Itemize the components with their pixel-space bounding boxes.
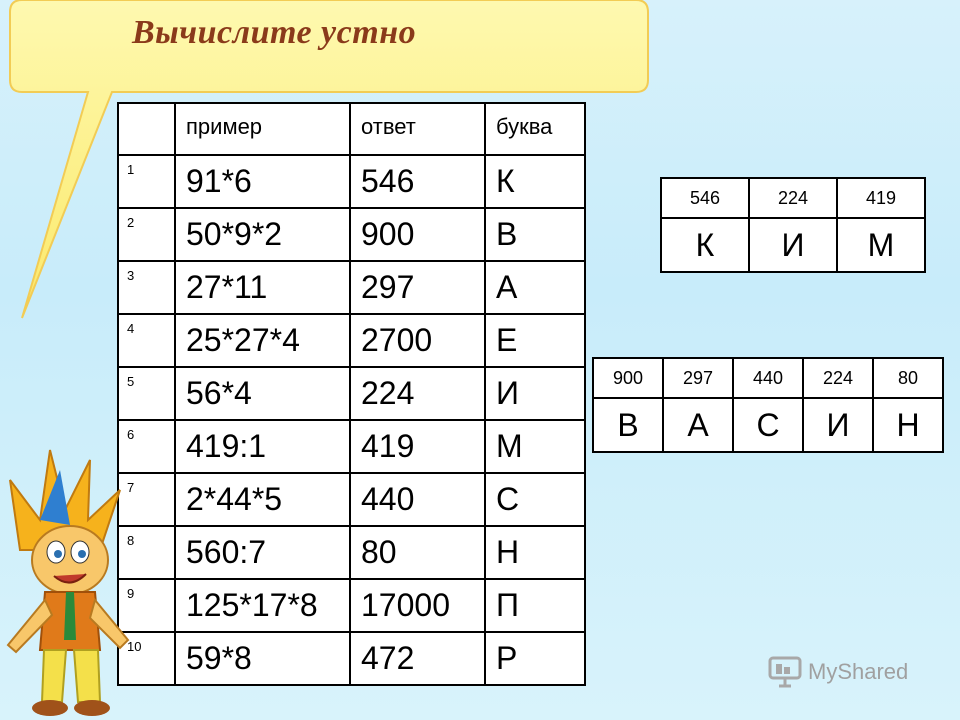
word-letter: А (663, 398, 733, 452)
row-number: 4 (118, 314, 175, 367)
row-answer: 472 (350, 632, 485, 685)
word-table-1 (660, 177, 926, 273)
table-row (118, 314, 585, 367)
row-example: 50*9*2 (175, 208, 350, 261)
row-letter: Е (485, 314, 585, 367)
row-example: 91*6 (175, 155, 350, 208)
row-example: 27*11 (175, 261, 350, 314)
header-letter: буква (485, 103, 585, 155)
word-number: 440 (733, 358, 803, 398)
table-row (118, 208, 585, 261)
header-answer: ответ (350, 103, 485, 155)
row-example: 560:7 (175, 526, 350, 579)
word-letter: М (837, 218, 925, 272)
table-row (118, 155, 585, 208)
word-letter: Н (873, 398, 943, 452)
word-letter: С (733, 398, 803, 452)
table-row (118, 473, 585, 526)
row-number: 9 (118, 579, 175, 632)
table-row (118, 526, 585, 579)
row-answer: 224 (350, 367, 485, 420)
table-row (118, 367, 585, 420)
row-number: 3 (118, 261, 175, 314)
row-answer: 419 (350, 420, 485, 473)
watermark (768, 656, 908, 688)
row-number: 8 (118, 526, 175, 579)
word-letter: И (749, 218, 837, 272)
row-letter: К (485, 155, 585, 208)
word-letters-row (661, 218, 925, 272)
table-row (118, 579, 585, 632)
row-example: 125*17*8 (175, 579, 350, 632)
word-number: 419 (837, 178, 925, 218)
row-letter: И (485, 367, 585, 420)
row-letter: В (485, 208, 585, 261)
row-letter: Н (485, 526, 585, 579)
cartoon-character-illustration (0, 440, 140, 720)
row-answer: 2700 (350, 314, 485, 367)
word-number: 546 (661, 178, 749, 218)
word-number: 224 (749, 178, 837, 218)
row-example: 2*44*5 (175, 473, 350, 526)
word-number: 80 (873, 358, 943, 398)
row-number: 5 (118, 367, 175, 420)
table-row (118, 420, 585, 473)
row-number: 6 (118, 420, 175, 473)
row-example: 25*27*4 (175, 314, 350, 367)
row-letter: М (485, 420, 585, 473)
examples-table (117, 102, 586, 686)
header-number-cell (118, 103, 175, 155)
slide-title: Вычислите устно (132, 14, 417, 51)
word-letter: И (803, 398, 873, 452)
row-example: 419:1 (175, 420, 350, 473)
row-answer: 297 (350, 261, 485, 314)
table-header-row (118, 103, 585, 155)
row-answer: 440 (350, 473, 485, 526)
row-example: 59*8 (175, 632, 350, 685)
word-numbers-row (661, 178, 925, 218)
word-number: 297 (663, 358, 733, 398)
row-number: 2 (118, 208, 175, 261)
row-number: 7 (118, 473, 175, 526)
word-table-2 (592, 357, 944, 453)
word-number: 224 (803, 358, 873, 398)
row-number: 1 (118, 155, 175, 208)
row-answer: 80 (350, 526, 485, 579)
presentation-icon (768, 656, 802, 688)
row-letter: П (485, 579, 585, 632)
word-letter: В (593, 398, 663, 452)
table-row (118, 632, 585, 685)
word-numbers-row (593, 358, 943, 398)
header-example: пример (175, 103, 350, 155)
row-example: 56*4 (175, 367, 350, 420)
row-answer: 900 (350, 208, 485, 261)
watermark-text: MyShared (808, 659, 909, 684)
word-letter: К (661, 218, 749, 272)
table-row (118, 261, 585, 314)
row-letter: Р (485, 632, 585, 685)
word-letters-row (593, 398, 943, 452)
row-answer: 17000 (350, 579, 485, 632)
row-letter: А (485, 261, 585, 314)
row-letter: С (485, 473, 585, 526)
row-answer: 546 (350, 155, 485, 208)
row-number: 10 (118, 632, 175, 685)
word-number: 900 (593, 358, 663, 398)
